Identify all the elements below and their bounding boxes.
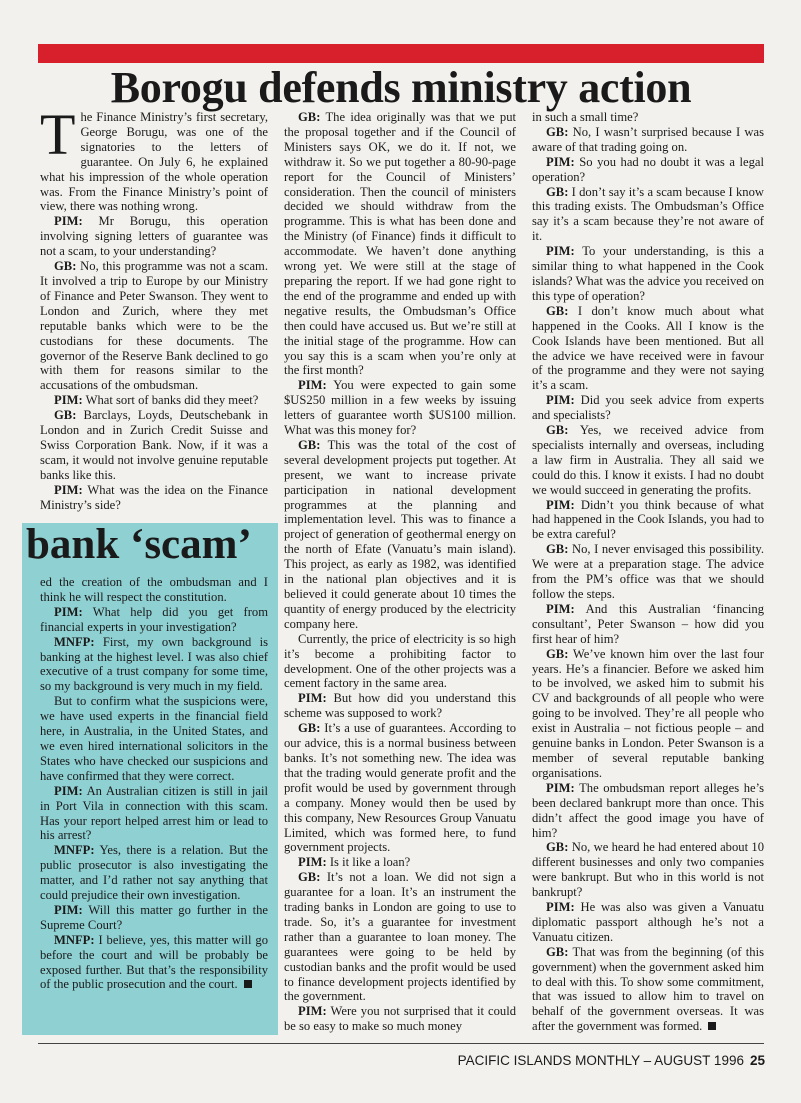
- speaker-label: GB:: [54, 259, 77, 274]
- speaker-label: GB:: [546, 303, 569, 318]
- paragraph: [284, 855, 516, 870]
- paragraph-text: That was from the beginning (of this government) when the government asked him to deal with this. To show some commitment, that was issued to allow him to travel on behalf of the government overseas. It was after the government was formed.: [532, 944, 764, 1034]
- speaker-label: GB:: [546, 124, 569, 139]
- speaker-label: GB:: [546, 423, 569, 438]
- speaker-label: GB:: [546, 184, 569, 199]
- paragraph-text: Yes, we received advice from specialists internally and overseas, including a law firm in Australia. They all said we could do this. I know it exists. I had no doubt we would succeed in generating the profits.: [532, 423, 764, 497]
- paragraph: [532, 155, 764, 185]
- paragraph: [532, 244, 764, 304]
- drop-cap: T: [40, 102, 76, 167]
- paragraph-text: What help did you get from financial experts in your investigation?: [40, 604, 268, 634]
- paragraph-text: It’s not a loan. We did not sign a guarantee for a loan. It’s an instrument the trading banks in London are going to use to trade. So, it’s a guarantee for investment rather than a guarantee to loan money. The guarantees were going to be held by custodian banks and the profit would be used to finance development projects identified by the government.: [284, 870, 516, 1004]
- paragraph: [40, 214, 268, 259]
- paragraph: [40, 635, 268, 695]
- speaker-label: PIM:: [54, 783, 83, 798]
- paragraph: [532, 423, 764, 498]
- paragraph: [40, 408, 268, 483]
- page-number: 25: [749, 1053, 765, 1068]
- paragraph-text: he Finance Ministry’s first secretary, George Borugu, was one of the signatories to the letters of guarantee. On July 6, he explained what his impression of the whole operation was. From the Finance Ministry’s point of view, there was nothing wrong.: [40, 110, 268, 214]
- paragraph: [532, 304, 764, 393]
- speaker-label: PIM:: [546, 154, 575, 169]
- paragraph-text: He was also was given a Vanuatu diplomatic passport although he’s not a Vanuatu citizen.: [532, 900, 764, 944]
- paragraph-text: Mr Borugu, this operation involving signing letters of guarantee was not a scam, to your understanding?: [40, 214, 268, 259]
- footer-publication: PACIFIC ISLANDS MONTHLY – AUGUST 1996: [457, 1053, 744, 1068]
- paragraph: [532, 393, 764, 423]
- paragraph: [532, 945, 764, 1034]
- article-column-3: [532, 110, 764, 1034]
- paragraph-text: I don’t say it’s a scam because I know this trading exists. The Ombudsman’s Office say it’s a scam because they’re not aware of it.: [532, 184, 764, 244]
- paragraph: [40, 933, 268, 993]
- paragraph-text: Is it like a loan?: [326, 855, 411, 870]
- page-headline: Borogu defends ministry action: [110, 63, 692, 112]
- paragraph-text: And this Australian ‘financing consultant’, Peter Swanson – how did you first hear of him?: [532, 601, 764, 646]
- speaker-label: PIM:: [54, 214, 83, 229]
- paragraph: [284, 378, 516, 438]
- speaker-label: PIM:: [298, 378, 327, 393]
- footer-rule: [38, 1043, 764, 1044]
- speaker-label: MNFP:: [54, 634, 95, 649]
- speaker-label: PIM:: [54, 604, 83, 619]
- paragraph-text: Barclays, Loyds, Deutschebank in London and in Zurich Credit Suisse and Swiss Corporation Bank. Now, if it was a scam, it would not involve genuine reputable banks like this.: [40, 408, 268, 482]
- speaker-label: GB:: [546, 542, 569, 557]
- paragraph: [532, 185, 764, 245]
- paragraph-text: No, we heard he had entered about 10 different businesses and only two companies were bankrupt. But who in this world is not bankrupt?: [532, 840, 764, 900]
- paragraph-text: Yes, there is a relation. But the public prosecutor is also investigating the matter, and I’d rather not say anything that could prejudice their own investigation.: [40, 843, 268, 903]
- speaker-label: GB:: [298, 110, 321, 124]
- end-of-article-mark: [708, 1022, 716, 1030]
- paragraph-text: What sort of banks did they meet?: [82, 393, 259, 408]
- paragraph: [532, 110, 764, 125]
- speaker-label: PIM:: [54, 902, 83, 917]
- paragraph: [40, 483, 268, 513]
- paragraph-text: Didn’t you think because of what had happened in the Cook Islands, you had to be extra careful?: [532, 497, 764, 542]
- speaker-label: PIM:: [546, 497, 575, 512]
- paragraph-text: Currently, the price of electricity is so high it’s become a prohibiting factor to development. One of the other projects was a cement factory in the same area.: [284, 631, 516, 691]
- paragraph-text: Will this matter go further in the Supreme Court?: [40, 902, 268, 932]
- paragraph-text: First, my own background is banking at the highest level. I was also chief executive of a trust company for some time, so my background is very much in my field.: [40, 634, 268, 694]
- paragraph: [532, 125, 764, 155]
- speaker-label: PIM:: [298, 1004, 327, 1019]
- paragraph: [532, 602, 764, 647]
- paragraph: [284, 632, 516, 692]
- speaker-label: PIM:: [546, 780, 575, 795]
- page-footer: [458, 1053, 765, 1068]
- paragraph: [284, 438, 516, 632]
- speaker-label: PIM:: [54, 482, 83, 497]
- paragraph: [532, 542, 764, 602]
- speaker-label: GB:: [298, 437, 321, 452]
- speaker-label: GB:: [546, 944, 569, 959]
- speaker-label: GB:: [54, 408, 77, 423]
- speaker-label: GB:: [546, 646, 569, 661]
- speaker-label: MNFP:: [54, 843, 95, 858]
- paragraph: [284, 721, 516, 855]
- paragraph: [532, 647, 764, 781]
- paragraph-text: This was the total of the cost of several development projects put together. At present, we want to increase private participation in national development programmes at the planning and implementation level. This was to finance a project of generation of geothermal energy on the north of Efate (Vanuatu’s main island). This project, as early as 1982, was identified in the national plan objectives and it is believed it could generate about 10 times the quantity of energy produced by the electricity company here.: [284, 437, 516, 631]
- sidebar-headline: bank ‘scam’: [26, 521, 252, 568]
- paragraph-text: But to confirm what the suspicions were, we have used experts in the financial field here, in Australia, in the United States, and we even hired international solicitors in the States who have checked our suspicions and have confirmed that they were correct.: [40, 694, 268, 783]
- paragraph: [40, 259, 268, 393]
- speaker-label: PIM:: [546, 244, 575, 259]
- paragraph: [40, 843, 268, 903]
- paragraph-text: I don’t know much about what happened in the Cooks. All I know is the Cook Islands have been mentioned. But all the advice we have received were in favour of the programme and they were not saying it’s a scam.: [532, 303, 764, 393]
- paragraph-text: I believe, yes, this matter will go before the court and will be probably be exposed further. But that’s the responsibility of the public prosecution and the court.: [40, 932, 268, 992]
- paragraph-text: You were expected to gain some $US250 million in a few weeks by issuing letters of guarantee worth $US100 million. What was this money for?: [284, 378, 516, 438]
- paragraph-text: It’s a use of guarantees. According to our advice, this is a normal business between banks. It’s not something new. The idea was that the trading would generate profit and the profit would be used by government through a company. Money would then be used by this company, New Resources Group Vanuatu Limited, which was formed here, to fund government projects.: [284, 721, 516, 855]
- paragraph-text: So you had no doubt it was a legal operation?: [532, 154, 764, 184]
- speaker-label: PIM:: [298, 691, 327, 706]
- speaker-label: GB:: [298, 870, 321, 885]
- paragraph: [40, 102, 268, 214]
- sidebar-column-text: [40, 575, 268, 992]
- paragraph-text: No, I never envisaged this possibility. We were at a preparation stage. The advice from the PM’s office was that we should follow the steps.: [532, 542, 764, 601]
- article-column-2: [284, 110, 516, 1034]
- paragraph-text: ed the creation of the ombudsman and I think he will respect the constitution.: [40, 575, 268, 604]
- paragraph-text: An Australian citizen is still in jail in Port Vila in connection with this scam. Has your report helped arrest him or lead to his arrest?: [40, 783, 268, 843]
- paragraph-text: Did you seek advice from experts and specialists?: [532, 393, 764, 423]
- end-of-article-mark: [244, 980, 252, 988]
- header-red-bar: [38, 44, 764, 63]
- paragraph-text: To your understanding, is this a similar thing to what happened in the Cook islands? What was the advice you received on this type of operation?: [532, 244, 764, 303]
- paragraph-text: But how did you understand this scheme was supposed to work?: [284, 691, 516, 721]
- speaker-label: PIM:: [546, 601, 575, 616]
- speaker-label: PIM:: [546, 393, 575, 408]
- paragraph: [284, 691, 516, 721]
- paragraph: [40, 393, 268, 408]
- paragraph: [532, 900, 764, 945]
- speaker-label: PIM:: [546, 900, 575, 915]
- article-column-1: [40, 102, 268, 512]
- paragraph: [40, 575, 268, 605]
- paragraph: [532, 840, 764, 900]
- paragraph-text: in such a small time?: [532, 110, 639, 124]
- paragraph-text: No, I wasn’t surprised because I was aware of that trading going on.: [532, 124, 764, 154]
- paragraph: [532, 498, 764, 543]
- speaker-label: GB:: [298, 721, 321, 736]
- speaker-label: PIM:: [298, 855, 327, 870]
- speaker-label: GB:: [546, 840, 569, 855]
- paragraph: [40, 694, 268, 783]
- paragraph: [40, 605, 268, 635]
- paragraph: [532, 781, 764, 841]
- paragraph: [284, 110, 516, 378]
- paragraph: [40, 784, 268, 844]
- paragraph-text: What was the idea on the Finance Ministry’s side?: [40, 482, 268, 512]
- paragraph: [284, 1004, 516, 1034]
- paragraph-text: No, this programme was not a scam. It involved a trip to Europe by our Ministry of Finance and Peter Swanson. They went to London and Zurich, where they met reputable banks which were to be the custodians for these documents. The governor of the Reserve Bank declined to go with them for reasons similar to the accusations of the ombudsman.: [40, 259, 268, 393]
- paragraph: [284, 870, 516, 1004]
- paragraph-text: Were you not surprised that it could be so easy to make so much money: [284, 1004, 516, 1034]
- paragraph-text: The ombudsman report alleges he’s been declared bankrupt more than once. This didn’t affect the good image you have of him?: [532, 780, 764, 840]
- speaker-label: MNFP:: [54, 932, 95, 947]
- paragraph: [40, 903, 268, 933]
- paragraph-text: The idea originally was that we put the proposal together and if the Council of Ministers says OK, we do it. If not, we withdraw it. So we put together a 80-90-page report for the Council of Ministers’ consideration. Then the council of ministers decided we should withdraw from the programme. This is what has been done and the Ministry (of Finance) finds it difficult to accommodate. We haven’t done anything wrong yet. We were still at the stage of preparing the report. If we had gone right to the end of the programme and ended up with negative results, the Ombudsman’s Office then could have accused us. But we’re still at the initial stage of the programme. How can you say this is a scam when you’re only at the first month?: [284, 110, 516, 378]
- paragraph-text: We’ve known him over the last four years. He’s a financier. Before we asked him to be involved, we asked him to submit his CV and backgrounds of all people who were going to be involved. They’re all people who exist in Australia – not fictious people – and genuine banks in London. Peter Swanson is a member of several reputable banking organisations.: [532, 646, 764, 780]
- speaker-label: PIM:: [54, 393, 83, 408]
